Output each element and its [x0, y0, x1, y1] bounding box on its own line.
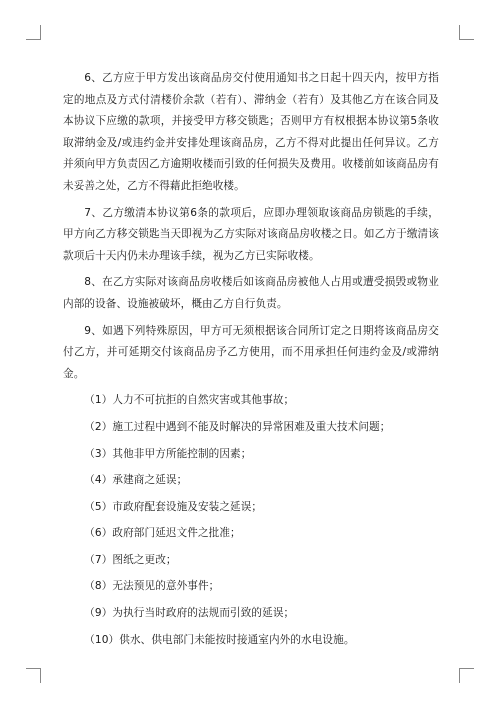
clause-9-item-1: （1）人力不可抗拒的自然灾害或其他事故； [84, 394, 295, 407]
clause-9-item-5: （5）市政府配套设施及安装之延误； [84, 500, 263, 513]
clause-7: 7、乙方缴清本协议第6条的款项后，应即办理领取该商品房锁匙的手续，甲方向乙方移交锁匙当天即视为乙方实际对该商品房收楼之日。如乙方于缴清该款项后十天内仍未办理该手续，视为乙方已实际收楼。 [63, 206, 439, 262]
clause-9-item-8: （8）无法预见的意外事件； [84, 580, 220, 593]
crop-mark-top-left [26, 25, 41, 40]
clause-9-item-4: （4）承建商之延误； [84, 474, 188, 487]
crop-mark-bottom-right [459, 668, 474, 683]
crop-mark-top-right [459, 25, 474, 40]
clause-9: 9、如遇下列特殊原因，甲方可无须根据该合同所订定之日期将该商品房交付乙方，并可延期交付该商品房予乙方使用，而不用承担任何违约金及/或滞纳金。 [63, 324, 439, 380]
crop-mark-bottom-left [26, 668, 41, 683]
document-body [63, 68, 439, 656]
clause-9-item-7: （7）图纸之更改； [84, 553, 177, 566]
clause-9-item-9: （9）为执行当时政府的法规而引致的延误； [84, 607, 295, 620]
clause-9-item-3: （3）其他非甲方所能控制的因素； [84, 447, 252, 460]
clause-9-item-6: （6）政府部门延迟文件之批准； [84, 527, 241, 540]
clause-9-item-2: （2）施工过程中遇到不能及时解决的异常困难及重大技术问题； [84, 420, 391, 433]
clause-8: 8、在乙方实际对该商品房收楼后如该商品房被他人占用或遭受损毁或物业内部的设备、设施被破坏，概由乙方自行负责。 [63, 276, 439, 310]
clause-6: 6、乙方应于甲方发出该商品房交付使用通知书之日起十四天内，按甲方指定的地点及方式付清楼价余款（若有）、滞纳金（若有）及其他乙方在该合同及本协议下应缴的款项，并接受甲方移交锁匙；否则甲方有权根据本协议第5条收取滞纳金及/或违约金并安排处理该商品房，乙方不得对此提出任何异议。乙方并须向甲方负责因乙方逾期收楼而引致的任何损失及费用。收楼前如该商品房有未妥善之处，乙方不得藉此拒绝收楼。 [63, 72, 439, 192]
clause-9-item-10: （10）供水、供电部门未能按时接通室内外的水电设施。 [84, 633, 355, 646]
